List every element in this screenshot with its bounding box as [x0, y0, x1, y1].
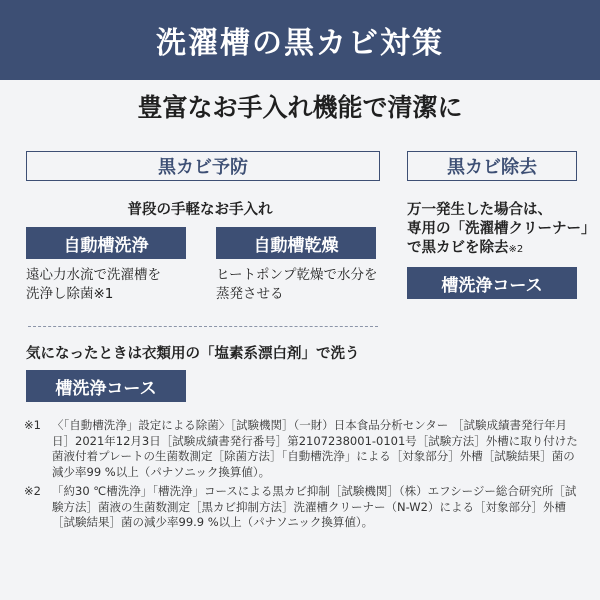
removal-desc-line3-text: で黒カビを除去: [407, 240, 509, 256]
auto-tub-wash-desc-line2: 洗浄し除菌※1: [26, 286, 114, 302]
prevention-lead: 普段の手軽なお手入れ: [127, 202, 273, 218]
subtitle: 豊富なお手入れ機能で清潔に: [137, 93, 463, 122]
removal-heading: 黒カビ除去: [407, 151, 577, 181]
removal-desc: [407, 201, 597, 259]
removal-note-ref: ※2: [508, 244, 524, 255]
auto-tub-dry-desc-line1: ヒートポンプ乾燥で水分を: [216, 267, 378, 283]
auto-tub-dry-desc: [216, 266, 396, 304]
footnote-1-text: 〈「自動槽洗浄」設定による除菌〉［試験機関］（一財）日本食品分析センター ［試験成績書発行年月日］2021年12月3日［試験成績書発行番号］第2107238001-0101号［試験方法］外槽に取り付けた菌液付着プレートの生菌数測定［除菌方法］「自動槽洗浄」による［対象部分］外槽［試験結果］菌の減少率99 %以上（パナソニック換算値）。: [52, 418, 578, 479]
footnote-1: [24, 418, 584, 480]
footnote-1-marker: ※1: [24, 418, 41, 432]
removal-course-label: 槽洗浄コース: [407, 267, 577, 299]
footnote-2: [24, 484, 584, 531]
removal-desc-line2: 専用の「洗濯槽クリーナー」: [407, 221, 596, 237]
removal-desc-line3: [407, 239, 597, 259]
section-divider: [28, 326, 378, 327]
auto-tub-wash-desc-line1: 遠心力水流で洗濯槽を: [26, 267, 161, 283]
footnote-2-marker: ※2: [24, 484, 41, 498]
removal-desc-line1: 万一発生した場合は、: [407, 202, 552, 218]
prevention-heading: 黒カビ予防: [26, 151, 380, 181]
bleach-course-label: 槽洗浄コース: [26, 370, 186, 402]
auto-tub-wash-desc: [26, 266, 206, 304]
header-banner: [0, 0, 600, 80]
auto-tub-dry-label: 自動槽乾燥: [216, 227, 376, 259]
auto-tub-dry-desc-line2: 蒸発させる: [216, 286, 284, 302]
bleach-text: 気になったときは衣類用の「塩素系漂白剤」で洗う: [26, 346, 360, 362]
auto-tub-wash-label: 自動槽洗浄: [26, 227, 186, 259]
page-title: 洗濯槽の黒カビ対策: [156, 26, 444, 61]
footnote-2-text: 「約30 ℃槽洗浄」「槽洗浄」コースによる黒カビ抑制［試験機関］（株）エフシージー総合研究所［試験方法］菌液の生菌数測定［黒カビ抑制方法］洗濯槽クリーナー（N-W2）による［対象部分］外槽［試験結果］菌の減少率99.9 %以上（パナソニック換算値）。: [52, 484, 577, 529]
